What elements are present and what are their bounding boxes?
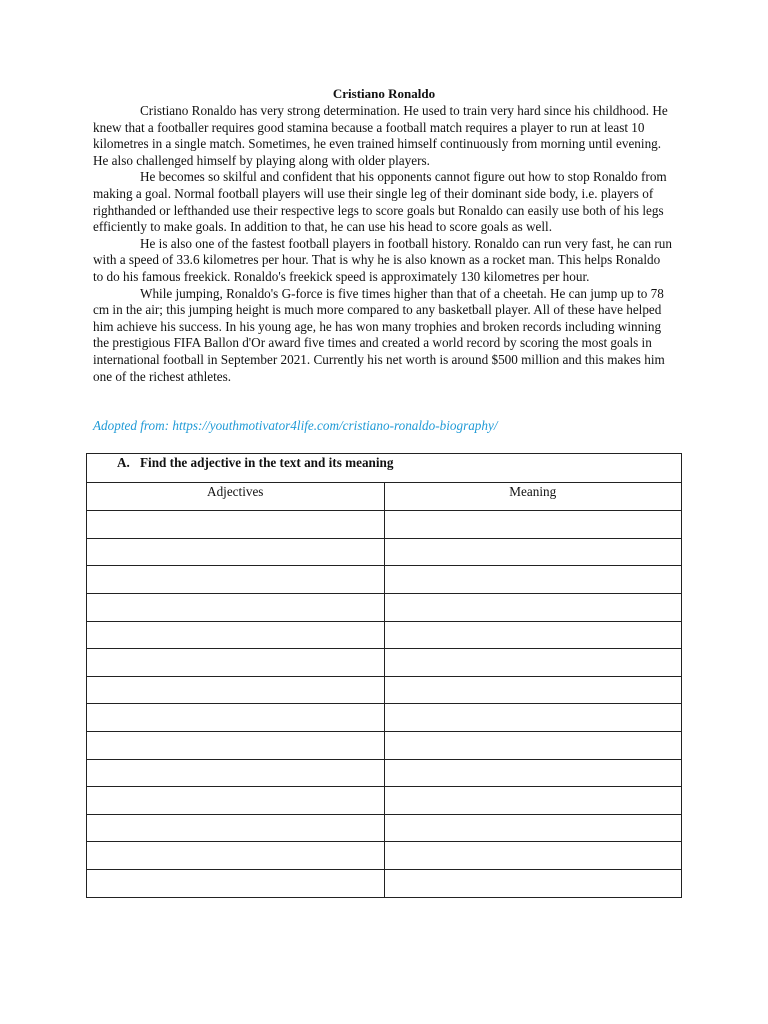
table-row — [87, 759, 682, 787]
adjective-answer-cell[interactable] — [87, 704, 385, 732]
meaning-answer-cell[interactable] — [384, 621, 682, 649]
paragraph: While jumping, Ronaldo's G-force is five times higher than that of a cheetah. He can jump up to 78 cm in the air; this jumping height is much more compared to any basketball player. All of these have helped him achieve his success. In his young age, he has won many trophies and broken records including winning the prestigious FIFA Ballon d'Or award five times and created a world record by scoring the most goals in international football in September 2021. Currently his net worth is around $500 million and this makes him one of the richest athletes. — [93, 285, 665, 384]
adjective-answer-cell[interactable] — [87, 538, 385, 566]
table-row — [87, 731, 682, 759]
adjective-answer-cell[interactable] — [87, 869, 385, 897]
document-title: Cristiano Ronaldo — [332, 86, 436, 101]
table-row — [87, 842, 682, 870]
adjective-answer-cell[interactable] — [87, 566, 385, 594]
source-prefix: Adopted from: — [93, 418, 173, 433]
table-row — [87, 593, 682, 621]
exercise-letter: A. — [117, 455, 130, 470]
adjective-answer-cell[interactable] — [87, 511, 385, 539]
table-row — [87, 621, 682, 649]
paragraph: He is also one of the fastest football players in football history. Ronaldo can run very fast, he can run with a speed of 33.6 kilometres per hour. That is why he is also known as a rocket man. This helps Ronaldo to do his famous freekick. Ronaldo's freekick speed is approximately 130 kilometres per hour. — [93, 235, 672, 284]
table-row — [87, 566, 682, 594]
meaning-answer-cell[interactable] — [384, 593, 682, 621]
column-header-meaning: Meaning — [384, 482, 682, 511]
column-header-adjectives: Adjectives — [87, 482, 385, 511]
meaning-answer-cell[interactable] — [384, 842, 682, 870]
meaning-answer-cell[interactable] — [384, 731, 682, 759]
adjective-answer-cell[interactable] — [87, 842, 385, 870]
adjective-answer-cell[interactable] — [87, 787, 385, 815]
meaning-answer-cell[interactable] — [384, 787, 682, 815]
table-row — [87, 814, 682, 842]
adjective-answer-cell[interactable] — [87, 676, 385, 704]
meaning-answer-cell[interactable] — [384, 649, 682, 677]
meaning-answer-cell[interactable] — [384, 704, 682, 732]
adjective-answer-cell[interactable] — [87, 731, 385, 759]
table-row — [87, 869, 682, 897]
exercise-heading — [87, 454, 682, 483]
meaning-answer-cell[interactable] — [384, 814, 682, 842]
table-row — [87, 787, 682, 815]
meaning-answer-cell[interactable] — [384, 538, 682, 566]
adjective-answer-cell[interactable] — [87, 814, 385, 842]
meaning-answer-cell[interactable] — [384, 759, 682, 787]
article-body — [93, 103, 673, 385]
adjective-answer-cell[interactable] — [87, 759, 385, 787]
paragraph: He becomes so skilful and confident that his opponents cannot figure out how to stop Ronaldo from making a goal. Normal football players will use their single leg of their dominant side body, i.e. players of righthanded or lefthanded use their respective legs to score goals but Ronaldo can easily use both of his legs efficiently to make goals. In addition to that, he can use his head to score goals as well. — [93, 169, 667, 235]
exercise-heading-row — [87, 454, 682, 483]
table-row — [87, 676, 682, 704]
meaning-answer-cell[interactable] — [384, 869, 682, 897]
exercise-table — [86, 453, 682, 898]
meaning-answer-cell[interactable] — [384, 676, 682, 704]
table-row — [87, 704, 682, 732]
adjective-answer-cell[interactable] — [87, 649, 385, 677]
paragraph: Cristiano Ronaldo has very strong determination. He used to train very hard since his childhood. He knew that a footballer requires good stamina because a football match requires a player to run at least 10 kilometres in a single match. Sometimes, he even trained himself continuously from morning until evening. He also challenged himself by playing along with older players. — [93, 103, 668, 168]
exercise-instruction: Find the adjective in the text and its meaning — [140, 455, 394, 470]
source-citation — [93, 418, 693, 435]
table-row — [87, 511, 682, 539]
table-row — [87, 649, 682, 677]
adjective-answer-cell[interactable] — [87, 593, 385, 621]
meaning-answer-cell[interactable] — [384, 511, 682, 539]
meaning-answer-cell[interactable] — [384, 566, 682, 594]
adjective-answer-cell[interactable] — [87, 621, 385, 649]
source-link[interactable]: https://youthmotivator4life.com/cristiano-ronaldo-biography/ — [172, 418, 498, 433]
table-row — [87, 538, 682, 566]
column-header-row — [87, 482, 682, 511]
